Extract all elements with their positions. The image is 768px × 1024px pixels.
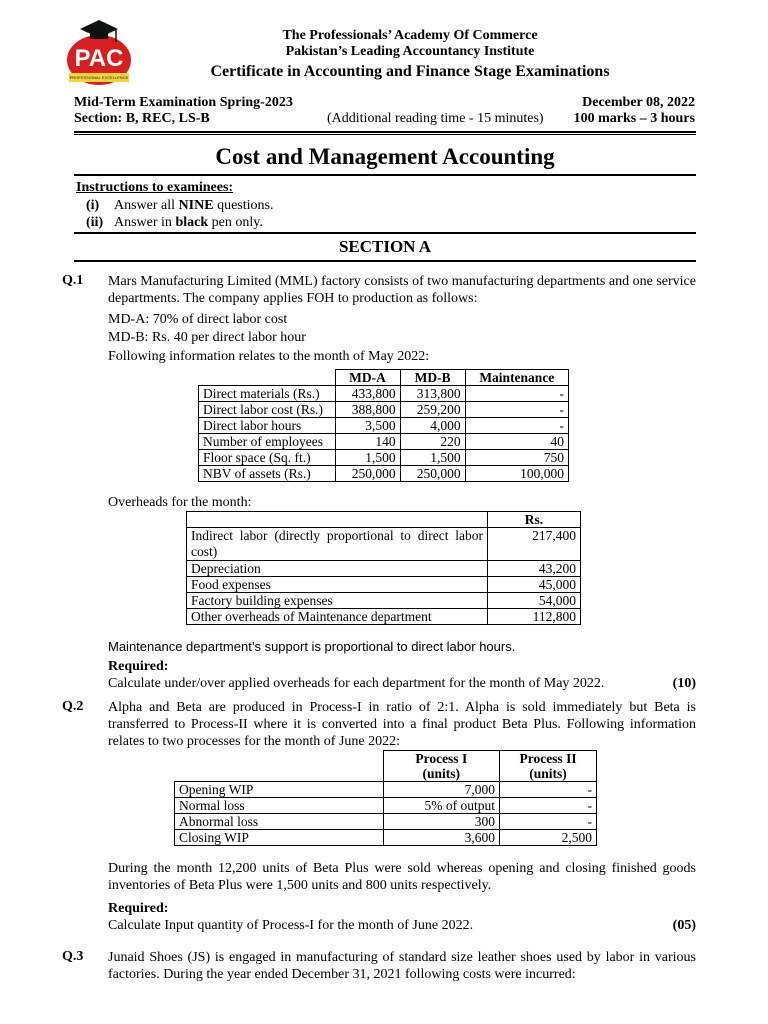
required-label: Required:	[108, 901, 169, 916]
q1-line: Following information relates to the month of May 2022:	[108, 349, 430, 364]
question-number: Q.3	[62, 949, 84, 964]
table-row: Indirect labor (directly proportional to direct labor cost) 217,400	[187, 528, 581, 561]
exam-date: December 08, 2022	[582, 95, 695, 110]
table-row: Depreciation 43,200	[187, 561, 581, 577]
q1-overheads-label: Overheads for the month:	[108, 495, 252, 510]
table-header-row: Rs.	[187, 512, 581, 528]
q1-overheads-table	[186, 511, 581, 625]
q2-required: Calculate Input quantity of Process-I for the month of June 2022.	[108, 918, 474, 933]
divider	[74, 134, 696, 135]
divider	[74, 131, 696, 133]
exam-title: Certificate in Accounting and Finance Stage Examinations	[210, 63, 610, 80]
academy-tagline: Pakistan’s Leading Accountancy Institute	[285, 44, 535, 59]
table-row: Direct materials (Rs.) 433,800 313,800 -	[199, 386, 569, 402]
table-header-row: MD-A MD-B Maintenance	[199, 370, 569, 386]
divider	[74, 232, 696, 234]
academy-name: The Professionals’ Academy Of Commerce	[282, 28, 538, 43]
logo-tagline: PROFESSIONAL EXCELLENCE	[69, 75, 129, 80]
q1-line: MD-B: Rs. 40 per direct labor hour	[108, 330, 306, 345]
table-row: Abnormal loss 300 -	[175, 814, 597, 830]
exam-name: Mid-Term Examination Spring-2023	[74, 95, 293, 110]
table-row: Floor space (Sq. ft.) 1,500 1,500 750	[199, 450, 569, 466]
q1-required: Calculate under/over applied overheads for each department for the month of May 2022.	[108, 676, 605, 691]
q2-intro: Alpha and Beta are produced in Process-I in ratio of 2:1. Alpha is sold immediately but Beta is transferred to Process-II where it is converted into a final product Beta Plus. Following information relates to two processes for the month of June 2022:	[108, 700, 696, 749]
table-row: Closing WIP 3,600 2,500	[175, 830, 597, 846]
logo-text: PAC	[74, 45, 124, 72]
q1-line: MD-A: 70% of direct labor cost	[108, 312, 288, 327]
pac-logo	[66, 16, 132, 86]
table-header-row: Process I Process II	[175, 751, 597, 767]
table-row: Opening WIP 7,000 -	[175, 782, 597, 798]
table-row: NBV of assets (Rs.) 250,000 250,000 100,000	[199, 466, 569, 482]
instruction-item: (ii) Answer in black pen only.	[86, 215, 263, 230]
q1-intro: Mars Manufacturing Limited (MML) factory consists of two manufacturing departments and one service departments. The company applies FOH to production as follows:	[108, 274, 696, 306]
table-row: Direct labor cost (Rs.) 388,800 259,200 -	[199, 402, 569, 418]
required-label: Required:	[108, 659, 169, 674]
q1-department-table	[198, 369, 569, 482]
table-row: Food expenses 45,000	[187, 577, 581, 593]
q2-para: During the month 12,200 units of Beta Plus were sold whereas opening and closing finished goods inventories of Beta Plus were 1,500 units and 800 units respectively.	[108, 861, 696, 893]
q1-marks: (10)	[672, 676, 696, 691]
instruction-item: (i) Answer all NINE questions.	[86, 198, 274, 213]
table-row: Number of employees 140 220 40	[199, 434, 569, 450]
table-row: Factory building expenses 54,000	[187, 593, 581, 609]
instructions-heading: Instructions to examinees:	[76, 180, 234, 195]
q1-note: Maintenance department’s support is proportional to direct labor hours.	[108, 639, 516, 654]
exam-sections: Section: B, REC, LS-B	[74, 111, 210, 126]
divider	[74, 260, 696, 262]
question-number: Q.1	[62, 273, 84, 288]
table-row: Normal loss 5% of output -	[175, 798, 597, 814]
reading-time: (Additional reading time - 15 minutes)	[327, 111, 544, 126]
table-row: Other overheads of Maintenance department 112,800	[187, 609, 581, 625]
q2-process-table	[174, 750, 597, 846]
divider	[74, 174, 696, 176]
table-row: Direct labor hours 3,500 4,000 -	[199, 418, 569, 434]
table-header-row: (units) (units)	[175, 766, 597, 782]
subject-title: Cost and Management Accounting	[215, 144, 555, 169]
q2-marks: (05)	[672, 918, 696, 933]
exam-marks: 100 marks – 3 hours	[573, 111, 695, 126]
q3-intro: Junaid Shoes (JS) is engaged in manufacturing of standard size leather shoes used by labor in various factories. During the year ended December 31, 2021 following costs were incurred:	[108, 950, 696, 982]
question-number: Q.2	[62, 699, 84, 714]
section-title: SECTION A	[338, 237, 432, 256]
